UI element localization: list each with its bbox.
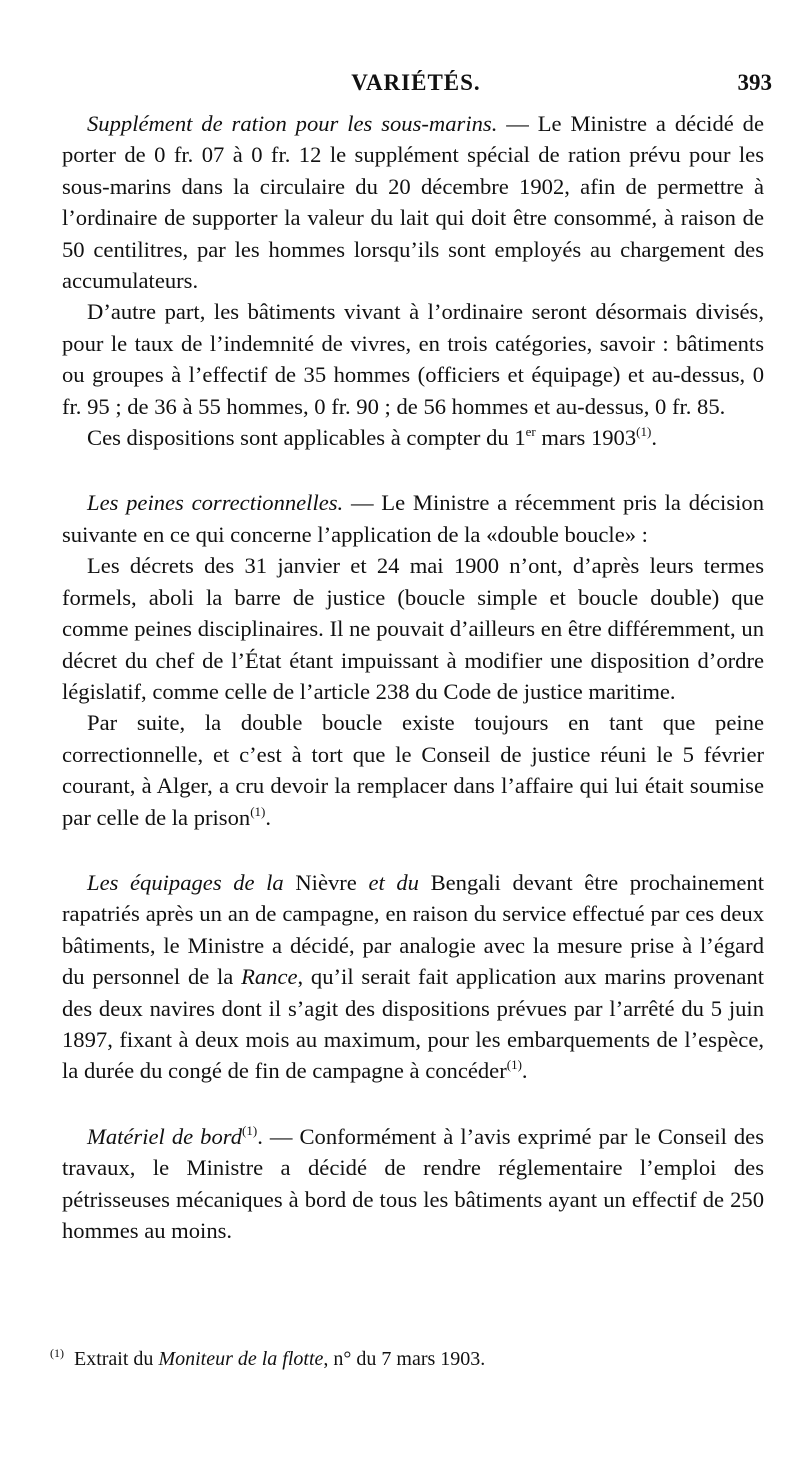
page-header [60,64,772,104]
footnote-reference: (1) [242,1122,258,1138]
footnote [50,1340,750,1372]
footnote-text: Extrait du [74,1348,159,1370]
paragraph [62,422,764,453]
section-heading: Les équipages de la [87,869,284,895]
paragraph-text: — Le Ministre a récemment pris la décision suivante en ce qui concerne l’application de la «double boucle» : [62,490,764,547]
paragraph-text: mars 1903 [535,425,637,451]
paragraph [62,487,764,550]
section-materiel-de-bord [62,1121,764,1247]
page-number: 393 [737,70,772,95]
paragraph-text: . [651,425,657,451]
section-heading: Les peines correctionnelles. [87,490,344,516]
footnote-text: , n° du 7 mars 1903. [323,1348,486,1370]
paragraph [62,108,764,296]
section-heading: Matériel de bord [87,1123,243,1149]
paragraph-text: — Le Ministre a décidé de porter de 0 fr. 07 à 0 fr. 12 le supplément spécial de ration prévu pour les sous-marins dans la circulaire du 20 décembre 1902, afin de permettre à l’ordinaire de supporter la valeur du lait qui doit être consommé, à raison de 50 centilitres, par les hommes lorsqu’ils sont employés au chargement des accumulateurs. [62,111,764,294]
section-equipages [62,867,764,1087]
paragraph-text: . — Conformément à l’avis exprimé par le Conseil des travaux, le Ministre a décidé de rendre réglementaire l’emploi des pétrisseuses mécaniques à bord de tous les bâtiments ayant un effectif de 250 hommes au moins. [62,1123,764,1243]
paragraph [62,550,764,707]
publication-title: Moniteur de la flotte [158,1348,324,1370]
footnote-mark: (1) [50,1346,64,1360]
section-ration-sous-marins [62,108,764,453]
paragraph-text: Nièvre [283,869,369,895]
paragraph-text: Bengali devant être prochainement rapatriés après un an de campagne, en raison du service effectué par ces deux bâtiments, le Ministre a décidé, par analogie avec la mesure prise à l’égard du personnel de la [62,869,764,990]
ordinal-superscript: er [525,424,536,440]
footnote-reference: (1) [506,1057,522,1073]
section-peines-correctionnelles [62,487,764,832]
body-text [62,108,764,1246]
running-title: VARIÉTÉS. [351,70,481,95]
paragraph [62,1121,764,1247]
footnote-reference: (1) [250,803,266,819]
paragraph [62,867,764,1087]
paragraph-text: Les décrets des 31 janvier et 24 mai 1900 n’ont, d’après leurs termes formels, aboli la barre de justice (boucle simple et boucle double) que comme peines disciplinaires. Il ne pouvait d’ailleurs en être différemment, un décret du chef de l’État étant impuissant à modifier une disposition d’ordre législatif, comme celle de l’article 238 du Code de justice maritime. [62,553,764,704]
paragraph [62,296,764,422]
paragraph-text: D’autre part, les bâtiments vivant à l’ordinaire seront désormais divisés, pour le taux de l’indemnité de vivres, en trois catégories, savoir : bâtiments ou groupes à l’effectif de 35 hommes (officiers et équipage) et au-dessus, 0 fr. 95 ; de 36 à 55 hommes, 0 fr. 90 ; de 56 hommes et au-dessus, 0 fr. 85. [62,299,764,419]
ship-name: Rance [241,964,298,990]
section-heading: Supplément de ration pour les sous-marins. [87,111,498,136]
paragraph-text: Par suite, la double boucle existe toujours en tant que peine correctionnelle, et c’est à tort que le Conseil de justice réuni le 5 février courant, à Alger, a cru devoir la remplacer dans l’affaire qui lui était soumise par celle de la prison [62,710,764,830]
paragraph-text: Ces dispositions sont applicables à compter du 1 [87,425,526,451]
paragraph [62,707,764,833]
paragraph-text: . [521,1058,528,1084]
footnote-reference: (1) [636,424,652,440]
paragraph-text: . [265,804,272,830]
section-heading-part: et du [368,869,419,895]
paragraph-text: , qu’il serait fait application aux marins provenant des deux navires dont il s’agit des dispositions prévues par l’arrêté du 5 juin 1897, fixant à deux mois au maximum, pour les embarquements de l’espèce, la durée du congé de fin de campagne à concéder [62,964,764,1084]
